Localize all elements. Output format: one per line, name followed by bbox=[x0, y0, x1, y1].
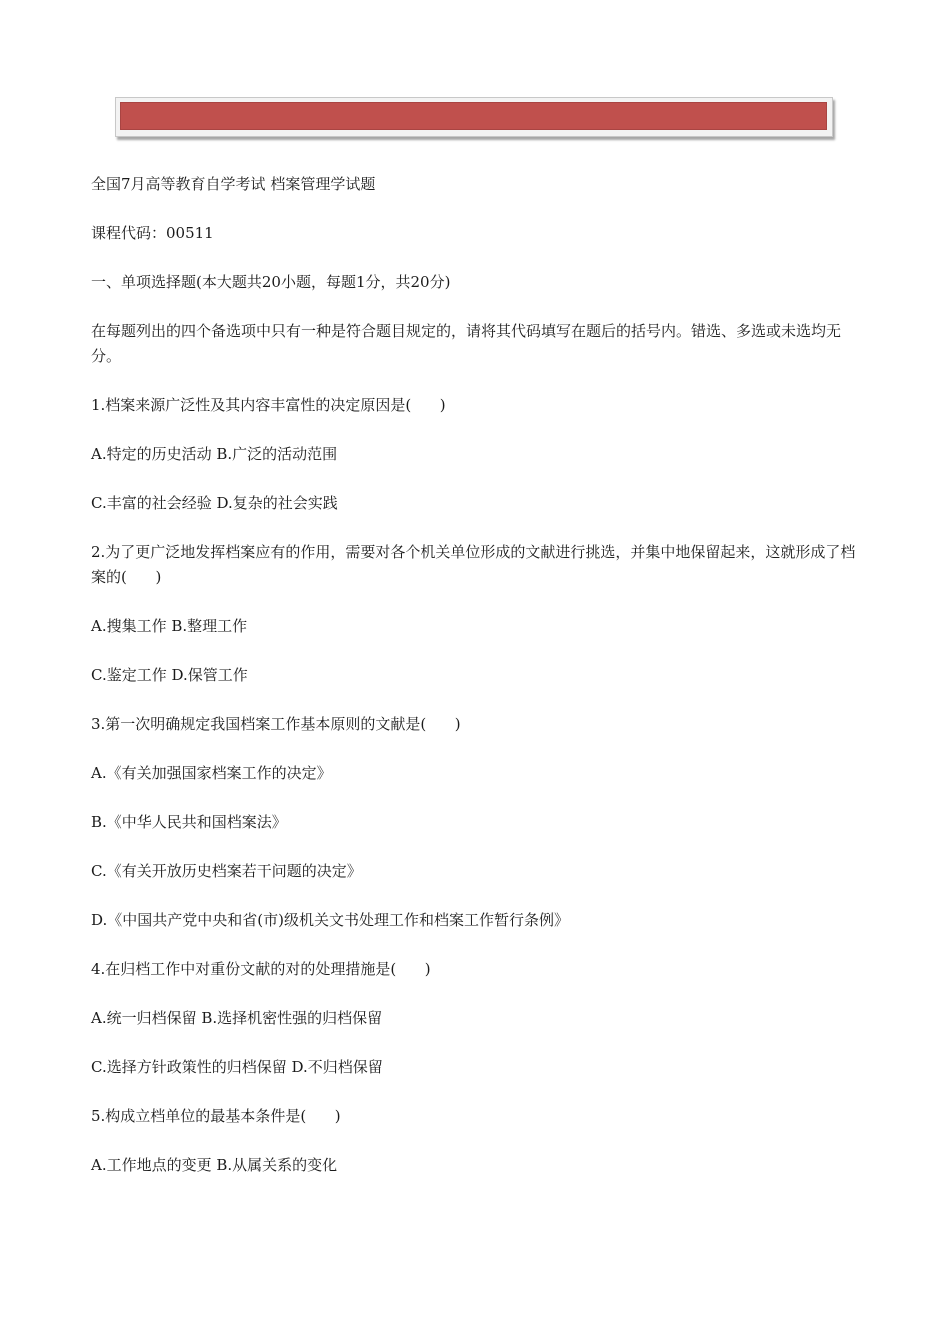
question-3-option-b: B.《中华人民共和国档案法》 bbox=[91, 813, 287, 831]
question-3-option-d: D.《中国共产党中央和省(市)级机关文书处理工作和档案工作暂行条例》 bbox=[91, 911, 569, 929]
question-5-options-ab: A.工作地点的变更 B.从属关系的变化 bbox=[91, 1156, 338, 1174]
course-code: 课程代码：00511 bbox=[91, 224, 214, 242]
question-1-options-cd: C.丰富的社会经验 D.复杂的社会实践 bbox=[91, 494, 338, 512]
header-banner-bar bbox=[120, 102, 827, 130]
question-4-options-ab: A.统一归档保留 B.选择机密性强的归档保留 bbox=[91, 1009, 383, 1027]
question-4: 4.在归档工作中对重份文献的对的处理措施是( ) bbox=[91, 960, 431, 978]
question-3-option-c: C.《有关开放历史档案若干问题的决定》 bbox=[91, 862, 362, 880]
question-5: 5.构成立档单位的最基本条件是( ) bbox=[91, 1107, 341, 1125]
question-3: 3.第一次明确规定我国档案工作基本原则的文献是( ) bbox=[91, 715, 461, 733]
doc-title: 全国7月高等教育自学考试 档案管理学试题 bbox=[91, 175, 376, 193]
question-2: 2.为了更广泛地发挥档案应有的作用，需要对各个机关单位形成的文献进行挑选，并集中地保留起来，这就形成了档案的( ) bbox=[91, 543, 856, 586]
question-2-options-ab: A.搜集工作 B.整理工作 bbox=[91, 617, 248, 635]
question-2-options-cd: C.鉴定工作 D.保管工作 bbox=[91, 666, 248, 684]
document-body bbox=[91, 172, 861, 1202]
question-1: 1.档案来源广泛性及其内容丰富性的决定原因是( ) bbox=[91, 396, 446, 414]
header-banner bbox=[115, 97, 833, 137]
section-instructions: 在每题列出的四个备选项中只有一种是符合题目规定的，请将其代码填写在题后的括号内。错选、多选或未选均无分。 bbox=[91, 322, 842, 365]
section-heading: 一、单项选择题(本大题共20小题，每题1分，共20分) bbox=[91, 273, 451, 291]
question-3-option-a: A.《有关加强国家档案工作的决定》 bbox=[91, 764, 332, 782]
question-4-options-cd: C.选择方针政策性的归档保留 D.不归档保留 bbox=[91, 1058, 383, 1076]
question-1-options-ab: A.特定的历史活动 B.广泛的活动范围 bbox=[91, 445, 338, 463]
